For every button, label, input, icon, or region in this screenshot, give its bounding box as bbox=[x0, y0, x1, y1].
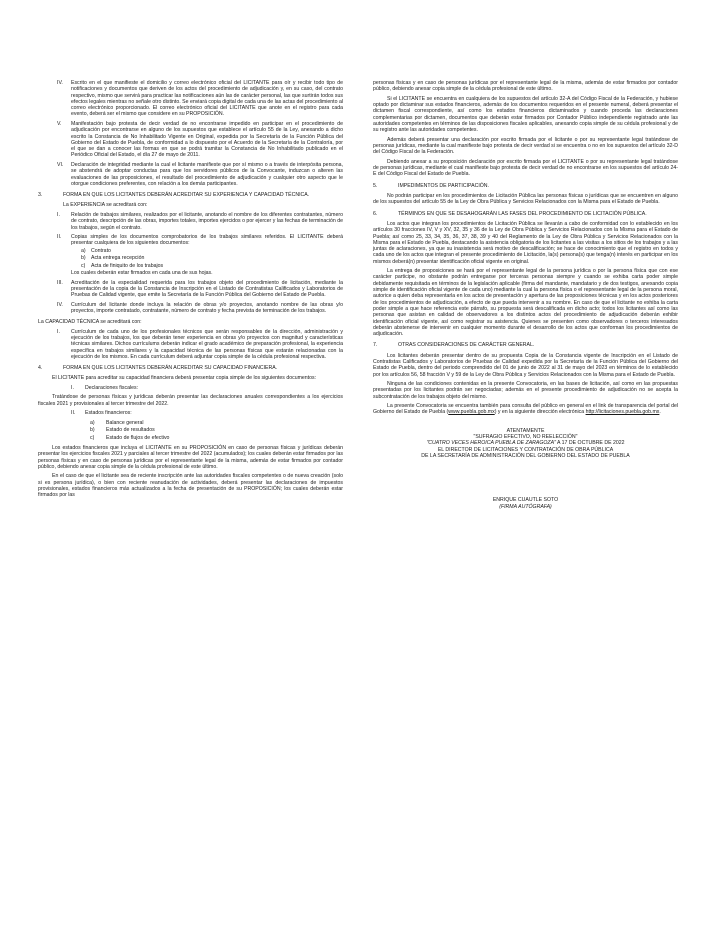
signature-block bbox=[373, 428, 678, 510]
right-column bbox=[373, 80, 678, 510]
left-column bbox=[38, 80, 343, 502]
experience-intro: La EXPERIENCIA se acreditará con: bbox=[63, 202, 148, 209]
closing-date: "CUATRO VECES HEROICA PUEBLA DE ZARAGOZA" A 17 DE OCTUBRE DE 2022 bbox=[426, 440, 625, 447]
body-paragraph: La entrega de proposiciones se hará por el representante legal de la persona jurídica o por la persona física que con ese carácter participe, no obstante podrán entregarse por terceras personas siempre y cuando se exhiba carta poder simple debidamente requisitada en términos de la legislación aplicable (firma del mandante, mandatario y de dos testigos, anexando copia simple de identificación oficial vigente de cada uno) mediante la cual la persona física o el representante legal de la persona moral, autorice a quien deba representarla en los actos de presentación y apertura de las proposiciones técnicas y en los actos posteriores de los procedimientos de adjudicación, a efecto de que pueda intervenir a su nombre. En caso de que el licitante no exhiba la carta poder simple a que hace referencia este párrafo, su propuesta será descalificada en dicho acto; todos los licitantes así como las personas que asistan en calidad de observadores a los distintos actos del procedimiento de adjudicación deberán exhibir identificación oficial vigente, así como registrar su asistencia. Quienes se presenten como observadores o terceros interesados deberán abstenerse de intervenir en cualquier momento durante el desarrollo de los actos que conforman los procedimientos de adjudicación. bbox=[373, 268, 678, 338]
sub-item: b) Estado de resultados bbox=[90, 427, 155, 434]
body-paragraph: personas físicas y en caso de personas jurídicas por el representante legal de la misma, además de estar firmados por contador público, debiendo anexar copia simple de la cédula profesional de este último. bbox=[373, 80, 678, 93]
body-paragraph: Los actos que integran los procedimientos de Licitación Pública se llevarán a cabo de conformidad con lo establecido en los artículos 30 fracciones IV, V y XV, 32, 35 y 36 de la Ley de Obra Pública y Servicios Relacionados con la Misma para el Estado de Puebla; así como 25, 33, 34, 35, 36, 37, 38, 39 y 40 del Reglamento de la Ley de Obra Pública y Servicios Relacionados con la Misma para el Estado de Puebla, destacando la asistencia obligatoria de los licitantes a las visitas a los sitios de los trabajos y a las juntas de aclaraciones, ya que su inasistencia será motivo de descalificación; se hace de conocimiento que el registro en todos y cada uno de los actos que integran el presente procedimiento de Licitación, la(s) persona(s) que tenga(n) interés en participar en los mismos deberá(n) presentar identificación oficial vigente en original. bbox=[373, 220, 678, 265]
closing-line: ATENTAMENTE bbox=[506, 427, 545, 434]
portal-link[interactable]: www.puebla.gob.mx bbox=[448, 409, 495, 416]
section-heading-5: 5. IMPEDIMENTOS DE PARTICIPACIÓN. bbox=[373, 182, 489, 189]
list-item-text: Escrito en el que manifieste el domicilio y correo electrónico oficial del LICITANTE para oír y recibir todo tipo de notificaciones y documentos que deriven de los actos del procedimiento de adjudicación y, en su caso, del contrato respectivo, mismo que servirá para practicar las notificaciones aún las de carácter personal, las que surtirán todos sus efectos legales mientras no señale otro distinto. Se enviará copia digital de cada una de las actas del procedimiento al correo electrónico proporcionado. El correo electrónico oficial del LICITANTE que anote en el registro para cada evento, deberá ser el mismo que considere en su PROPOSICIÓN. bbox=[71, 80, 343, 118]
body-paragraph: La presente Convocatoria se encuentra también para consulta del público en general en el link de transparencia del portal del Gobierno del Estado de Puebla (www.puebla.gob.mx) y en la siguiente dirección electrónica http://licitaciones.puebla.gob.mx. bbox=[373, 403, 678, 416]
list-item: II. Copias simples de los documentos comprobatorios de los trabajos similares referidos. El LICITANTE deberá presentar cualquiera de los siguientes documentos: bbox=[57, 233, 343, 247]
licitaciones-link[interactable]: http://licitaciones.puebla.gob.mx bbox=[585, 409, 660, 416]
list-item: I. Relación de trabajos similares, realizados por el licitante, anotando el nombre de los diferentes contratantes, número de contrato, descripción de las obras, importes totales, importes ejercidos o por ejercer y las fechas de terminación de los trabajos, según el contrato. bbox=[57, 211, 343, 231]
sub-item: c) Acta de finiquito de los trabajos bbox=[81, 262, 164, 269]
body-paragraph: Tratándose de personas físicas y jurídicas deberán presentar las declaraciones anuales correspondientes a los ejercicios fiscales 2021 y provisionales al tercer trimestre del 2022. bbox=[38, 394, 343, 407]
list-item: IV. Currículum del licitante donde incluya la relación de obras y/o proyectos, anotando nombre de las obras y/o proyectos, importe contratado, contratante, número de contrato y fecha prevista de terminación de los trabajos. bbox=[57, 301, 343, 314]
capacity-intro: La CAPACIDAD TÉCNICA se acreditará con: bbox=[38, 319, 142, 326]
body-paragraph: Además deberá presentar una declaración por escrito firmada por el licitante o por su representante legal tratándose de personas jurídicas, mediante la cual manifieste bajo protesta de decir verdad si se encuentra o no en los supuestos del artículo 32-D del Código Fiscal de la Federación. bbox=[373, 136, 678, 156]
section-heading-4: 4. FORMA EN QUE LOS LICITANTES DEBERÁN ACREDITAR SU CAPACIDAD FINANCIERA. bbox=[38, 365, 278, 372]
list-item-text: Declaración de integridad mediante la cual el licitante manifieste que por sí mismo o a través de interpósita persona, se abstendrá de adoptar conductas para que los servidores públicos de la Convocante, induzcan o alteren las evaluaciones de las proposiciones, el resultado del procedimiento de adjudicación y cualquier otro aspecto que le otorgue condiciones preferentes, con relación a los demás participantes. bbox=[71, 161, 343, 187]
sub-item: b) Acta entrega recepción bbox=[81, 255, 145, 262]
list-item: IV. Escrito en el que manifieste el domicilio y correo electrónico oficial del LICITANTE para oír y recibir todo tipo de notificaciones y documentos que deriven de los actos del procedimiento de adjudicación y, en su caso, del contrato respectivo, mismo que servirá para practicar las notificaciones aún las de carácter personal, las que surtirán todos sus efectos legales mientras no señale otro distinto. Se enviará copia digital de cada una de las actas del procedimiento al correo electrónico proporcionado. El correo electrónico oficial del LICITANTE que anote en el registro para cada evento, deberá ser el mismo que considere en su PROPOSICIÓN. bbox=[57, 80, 343, 118]
signer-title: EL DIRECTOR DE LICITACIONES Y CONTRATACIÓN DE OBRA PÚBLICA bbox=[437, 446, 614, 453]
signer-office: DE LA SECRETARÍA DE ADMINISTRACIÓN DEL GOBIERNO DEL ESTADO DE PUEBLA bbox=[421, 452, 630, 459]
list-item: II. Estados financieros: bbox=[71, 410, 132, 417]
list-item: III. Acreditación de la especialidad requerida para los trabajos objeto del procedimiento de licitación, mediante la presentación de la copia de la Constancia de Inscripción en el Listado de Contratistas Calificados y Laboratorios de Pruebas de Calidad vigente, que emite la Secretaría de la Función Pública del Gobierno del Estado de Puebla. bbox=[57, 279, 343, 299]
signature-note: (FIRMA AUTÓGRAFA) bbox=[499, 503, 552, 510]
body-paragraph: En el caso de que el licitante sea de reciente inscripción ante las autoridades fiscales competentes o de nueva creación (solo si es persona jurídica), o bien con reciente reanudación de actividades, deberá presentar las declaraciones de impuestos provisionales, estados financieros más actualizados a la fecha de presentación de su PROPOSICIÓN; los cuales deberán estar firmados por las bbox=[38, 473, 343, 499]
body-paragraph: No podrán participar en los procedimientos de Licitación Pública las personas físicas o jurídicas que se encuentren en alguno de los supuestos del artículo 55 de la Ley de Obra Pública y Servicios Relacionados con la Misma para el Estado de Puebla. bbox=[373, 193, 678, 206]
list-item: V. Manifestación bajo protesta de decir verdad de no encontrarse impedido en participar en el procedimiento de adjudicación por encontrarse en alguno de los supuestos que establece el artículo 55 de la Ley, anexando a dicho escrito la Constancia de No Inhabilitado Vigente en Original, expedida por la Secretaría de la Función Pública del Gobierno del Estado de Puebla, de conformidad a lo dispuesto por el Acuerdo de la Secretaría de la Contraloría, por el que se dan a conocer las formas en que se podrá tramitar la Constancia de No Inhabilitado publicado en el Periódico Oficial del Estado, el día 27 de mayo de 2011. bbox=[57, 120, 343, 159]
body-paragraph: Los licitantes deberán presentar dentro de su propuesta Copia de la Constancia vigente de Inscripción en el Listado de Contratistas Calificados y Laboratorios de Pruebas de Calidad expedida por la Secretaría de la Función Pública del Gobierno del Estado de Puebla, dentro del periodo comprendido del 01 de junio de 2022 al 31 de mayo del 2023 en términos de lo establecido por los artículos 56, 58 fracción V y 59 de la Ley de Obra Pública y Servicios Relacionados con la Misma para el Estado de Puebla. bbox=[373, 352, 678, 378]
section-heading-7: 7. OTRAS CONSIDERACIONES DE CARÁCTER GENERAL. bbox=[373, 342, 535, 349]
signer-name: ENRIQUE CUAUTLE SOTO bbox=[492, 497, 559, 504]
list-item: I. Declaraciones fiscales: bbox=[71, 384, 139, 391]
body-paragraph: Debiendo anexar a su proposición declaración por escrito firmada por el LICITANTE o por su representante legal tratándose de personas jurídicas, mediante el cual manifieste bajo protesta de decir verdad de no encontrarse en los supuestos del artículo 24-E del Código Fiscal del Estado de Puebla. bbox=[373, 158, 678, 178]
list-item-text: Manifestación bajo protesta de decir verdad de no encontrarse impedido en participar en el procedimiento de adjudicación por encontrarse en alguno de los supuestos que establece el artículo 55 de la Ley, anexando a dicho escrito la Constancia de No Inhabilitado Vigente en Original, expedida por la Secretaría de la Función Pública del Gobierno del Estado de Puebla, de conformidad a lo dispuesto por el Acuerdo de la Secretaría de la Contraloría, por el que se dan a conocer las formas en que se podrá tramitar la Constancia de No Inhabilitado publicado en el Periódico Oficial del Estado, el día 27 de mayo de 2011. bbox=[71, 120, 343, 159]
closing-motto: "SUFRAGIO EFECTIVO, NO REELECCIÓN" bbox=[473, 434, 578, 441]
sub-item: c) Estado de flujos de efectivo bbox=[90, 434, 170, 441]
financial-intro: El LICITANTE para acreditar su capacidad financiera deberá presentar copia simple de los siguientes documentos: bbox=[52, 375, 317, 382]
list-item: VI. Declaración de integridad mediante la cual el licitante manifieste que por sí mismo o a través de interpósita persona, se abstendrá de adoptar conductas para que los servidores públicos de la Convocante, induzcan o alteren las evaluaciones de las proposiciones, el resultado del procedimiento de adjudicación y cualquier otro aspecto que le otorgue condiciones preferentes, con relación a los demás participantes. bbox=[57, 161, 343, 187]
body-paragraph: Ninguna de las condiciones contenidas en la presente Convocatoria, en las bases de licitación, así como en las propuestas presentadas por los licitantes podrán ser negociadas; además en el presente procedimiento de adjudicación no se acepta la subcontratación de los trabajos objeto del mismo. bbox=[373, 381, 678, 400]
section-heading-3: 3. FORMA EN QUE LOS LICITANTES DEBERÁN ACREDITAR SU EXPERIENCIA Y CAPACIDAD TÉCNICA. bbox=[38, 192, 310, 199]
note-text: Los cuales deberán estar firmados en cada una de sus hojas. bbox=[71, 270, 213, 277]
body-paragraph: Si el LICITANTE se encuentra en cualquiera de los supuestos del artículo 32-A del Código Fiscal de la Federación, y hubiese optado por dictaminar sus estados financieros, además de los documentos requeridos en el presente numeral, deberá presentar el dictamen fiscal correspondiente, así como los estados financieros dictaminados y cuando proceda las declaraciones complementarias por dictamen, documentos que deberán estar firmados por Contador Público independiente registrado ante las autoridades competentes en términos de las disposiciones fiscales aplicables, anexando copia simple de su cédula profesional y de su registro ante las autoridades competentes. bbox=[373, 95, 678, 134]
body-paragraph: Los estados financieros que incluya el LICITANTE en su PROPOSICIÓN en caso de personas físicas y jurídicas deberán presentar los ejercicios fiscales 2021 y parciales al tercer trimestre del 2022 (acumulados); los cuales deberán estar firmados por las personas físicas y en caso de personas jurídicas por el representante legal de la misma, además de estar firmados por contador público, debiendo anexar copia simple de la cédula profesional de este último. bbox=[38, 444, 343, 470]
sub-item: a) Contrato bbox=[81, 247, 111, 254]
section-heading-6: 6. TÉRMINOS EN QUE SE DESAHOGARÁN LAS FASES DEL PROCEDIMIENTO DE LICITACIÓN PÚBLICA. bbox=[373, 210, 647, 217]
list-item: I. Currículum de cada uno de los profesionales técnicos que serán responsables de la dirección, administración y ejecución de los trabajos, los que deberán tener experiencia en obras y/o proyectos con magnitud y características técnicas similares. Dichos currículums deberán indicar el grado académico de preparación profesional, la experiencia específica en trabajos similares y la capacidad técnica de las personas físicas que estarán relacionadas con la ejecución de los mismos. En cada currículum deberá adjuntar copia simple de la cédula profesional respectiva. bbox=[57, 328, 343, 360]
sub-item: a) Balance general bbox=[90, 419, 144, 426]
